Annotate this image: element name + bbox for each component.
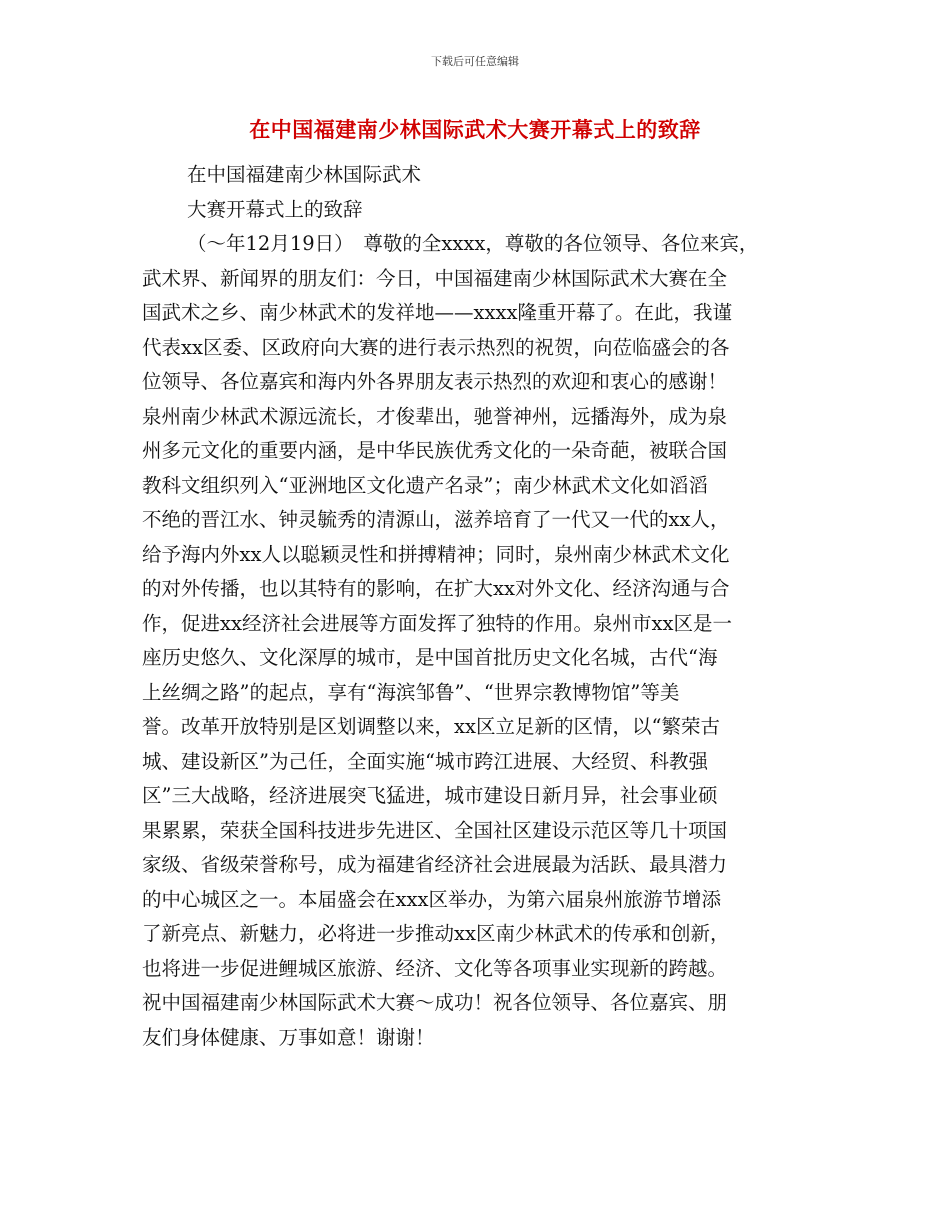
body-line: 祝中国福建南少林国际武术大赛～成功！祝各位领导、各位嘉宾、朋 [142, 991, 728, 1014]
body-line: 的对外传播，也以其特有的影响，在扩大xx对外文化、经济沟通与合 [142, 577, 730, 600]
body-line: 座历史悠久、文化深厚的城市，是中国首批历史文化名城，古代“海 [142, 646, 718, 669]
body-line: 友们身体健康、万事如意！谢谢！ [142, 1025, 435, 1049]
body-line: 泉州南少林武术源远流长，才俊辈出，驰誉神州，远播海外，成为泉 [142, 404, 728, 428]
body-line: 位领导、各位嘉宾和海内外各界朋友表示热烈的欢迎和衷心的感谢！ [142, 370, 728, 393]
body-line: 代表xx区委、区政府向大赛的进行表示热烈的祝贺，向莅临盛会的各 [142, 335, 730, 359]
body-line: 武术界、新闻界的朋友们：今日，中国福建南少林国际武术大赛在全 [142, 266, 728, 290]
body-line: 国武术之乡、南少林武术的发祥地——xxxx隆重开幕了。在此，我谨 [142, 301, 732, 324]
body-line: 了新亮点、新魅力，必将进一步推动xx区南少林武术的传承和创新， [142, 922, 730, 945]
body-line: （～年12月19日） 尊敬的全xxxx，尊敬的各位领导、各位来宾， [187, 232, 759, 255]
body-line: 誉。改革开放特别是区划调整以来，xx区立足新的区情，以“繁荣古 [142, 715, 720, 738]
body-line: 教科文组织列入“亚洲地区文化遗产名录”；南少林武术文化如滔滔 [142, 473, 708, 497]
body-line: 区”三大战略，经济进展突飞猛进，城市建设日新月异，社会事业硕 [142, 784, 718, 807]
body-line: 作，促进xx经济社会进展等方面发挥了独特的作用。泉州市xx区是一 [142, 611, 732, 635]
header-note: 下载后可任意编辑 [431, 55, 519, 68]
body-line: 的中心城区之一。本届盛会在xxx区举办，为第六届泉州旅游节增添 [142, 887, 721, 911]
body-line: 也将进一步促进鲤城区旅游、经济、文化等各项事业实现新的跨越。 [142, 956, 728, 980]
subtitle-line-2: 大赛开幕式上的致辞 [187, 197, 363, 221]
body-line: 不绝的晋江水、钟灵毓秀的清源山，滋养培育了一代又一代的xx人， [142, 508, 730, 531]
subtitle-line-1: 在中国福建南少林国际武术 [187, 163, 422, 186]
body-line: 上丝绸之路”的起点，享有“海滨邹鲁”、“世界宗教博物馆”等美 [142, 680, 680, 704]
body-line: 州多元文化的重要内涵，是中华民族优秀文化的一朵奇葩，被联合国 [142, 439, 728, 462]
document-title: 在中国福建南少林国际武术大赛开幕式上的致辞 [249, 118, 701, 142]
document-body [142, 158, 832, 1055]
body-line: 果累累，荣获全国科技进步先进区、全国社区建设示范区等几十项国 [142, 818, 728, 842]
body-line: 城、建设新区”为己任，全面实施“城市跨江进展、大经贸、科教强 [142, 749, 708, 773]
body-line: 家级、省级荣誉称号，成为福建省经济社会进展最为活跃、最具潜力 [142, 853, 728, 876]
body-line: 给予海内外xx人以聪颖灵性和拼搏精神；同时，泉州南少林武术文化 [142, 542, 730, 566]
